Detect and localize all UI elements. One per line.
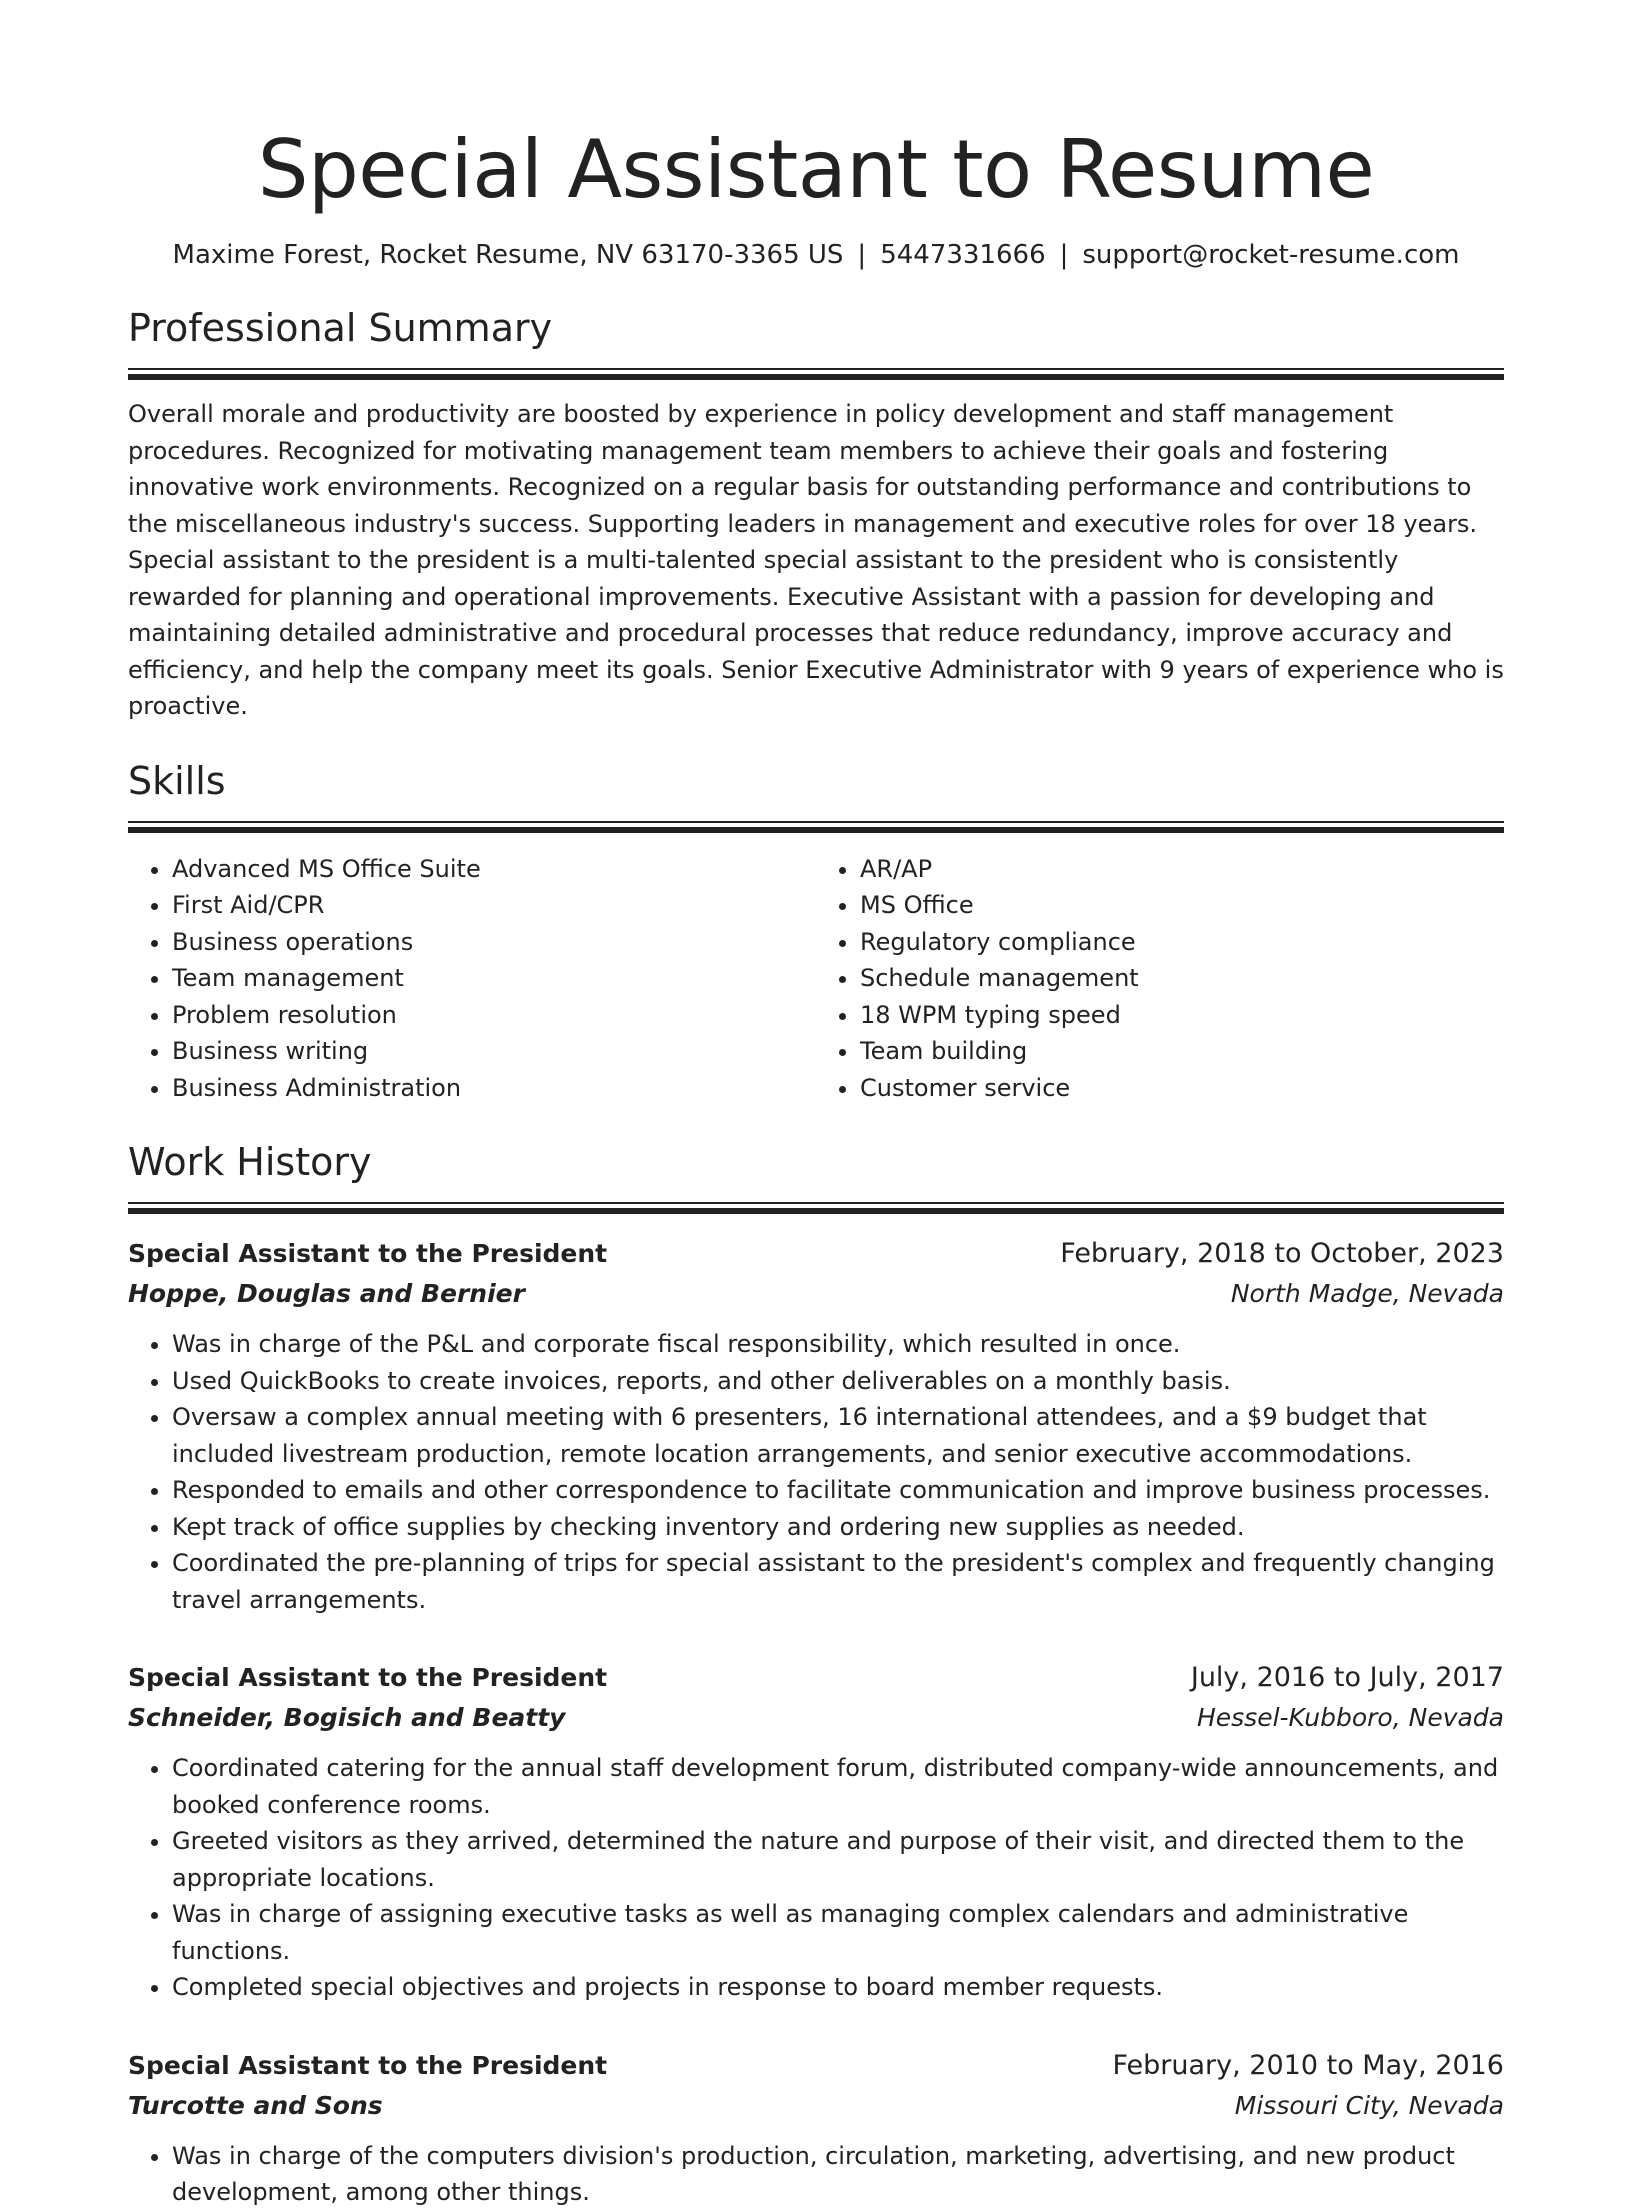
job-employer-row bbox=[128, 2086, 1504, 2126]
skill-item: • Team building bbox=[860, 1033, 1504, 1070]
job-bullet: • Was in charge of assigning executive tasks as well as managing complex calendars and administrative functions. bbox=[172, 1896, 1504, 1969]
job-company: Turcotte and Sons bbox=[128, 2090, 383, 2120]
section-title-skills: Skills bbox=[128, 758, 226, 803]
skill-item: • Schedule management bbox=[860, 960, 1504, 997]
job-bullet: • Used QuickBooks to create invoices, reports, and other deliverables on a monthly basis. bbox=[172, 1363, 1504, 1400]
contact-separator: | bbox=[857, 240, 867, 270]
job-dates: February, 2010 to May, 2016 bbox=[1112, 2049, 1504, 2081]
job-header-row bbox=[128, 1234, 1504, 1274]
contact-phone: 5447331666 bbox=[880, 240, 1046, 270]
contact-address: Maxime Forest, Rocket Resume, NV 63170-3365 US bbox=[172, 240, 844, 270]
job-bullet: • Kept track of office supplies by checking inventory and ordering new supplies as needed. bbox=[172, 1509, 1504, 1546]
job-entry bbox=[128, 2046, 1504, 2211]
work-history-section bbox=[128, 1138, 1504, 2211]
section-title-summary: Professional Summary bbox=[128, 306, 553, 350]
contact-separator: | bbox=[1059, 240, 1069, 270]
contact-email: support@rocket-resume.com bbox=[1082, 240, 1460, 270]
skill-item: • Customer service bbox=[860, 1070, 1504, 1107]
job-title: Special Assistant to the President bbox=[128, 1663, 608, 1692]
job-bullet: • Coordinated catering for the annual staff development forum, distributed company-wide announcements, and booked conference rooms. bbox=[172, 1750, 1504, 1823]
skill-item: • AR/AP bbox=[860, 851, 1504, 888]
job-bullet: • Coordinated the pre-planning of trips for special assistant to the president's complex and frequently changing travel arrangements. bbox=[172, 1545, 1504, 1618]
skills-section bbox=[128, 757, 1504, 1107]
section-title-work-history: Work History bbox=[128, 1140, 372, 1184]
job-location: Hessel-Kubboro, Nevada bbox=[1196, 1703, 1504, 1732]
skill-item: • Business Administration bbox=[172, 1070, 816, 1107]
section-divider bbox=[128, 1202, 1504, 1214]
job-entry bbox=[128, 1658, 1504, 2006]
job-company: Hoppe, Douglas and Bernier bbox=[128, 1279, 525, 1308]
skill-item: • Regulatory compliance bbox=[860, 924, 1504, 961]
job-bullet: • Was in charge of the P&L and corporate fiscal responsibility, which resulted in once. bbox=[172, 1326, 1504, 1363]
job-entry bbox=[128, 1234, 1504, 1618]
job-company: Schneider, Bogisich and Beatty bbox=[128, 1703, 566, 1732]
job-bullet: • Was in charge of the computers division's production, circulation, marketing, advertising, and new product development, among other things. bbox=[172, 2138, 1504, 2211]
summary-text: Overall morale and productivity are boosted by experience in policy development and staff management procedures. Recognized for motivating management team members to achieve their goals and fostering innovative work environments. Recognized on a regular basis for outstanding performance and contributions to the miscellaneous industry's success. Supporting leaders in management and executive roles for over 18 years. Special assistant to the president is a multi-talented special assistant to the president who is consistently rewarded for planning and operational improvements. Executive Assistant with a passion for developing and maintaining detailed administrative and procedural processes that reduce redundancy, improve accuracy and efficiency, and help the company meet its goals. Senior Executive Administrator with 9 years of experience who is proactive. bbox=[128, 400, 1504, 720]
skills-columns bbox=[128, 851, 1504, 1107]
job-bullets bbox=[128, 2138, 1504, 2211]
job-dates: February, 2018 to October, 2023 bbox=[1060, 1238, 1504, 1269]
skill-item: • 18 WPM typing speed bbox=[860, 997, 1504, 1034]
job-header-row bbox=[128, 1658, 1504, 1698]
skills-list-left bbox=[128, 851, 816, 1107]
skill-item: • Team management bbox=[172, 960, 816, 997]
job-bullet: • Completed special objectives and projects in response to board member requests. bbox=[172, 1969, 1504, 2006]
job-bullets bbox=[128, 1750, 1504, 2006]
job-employer-row bbox=[128, 1274, 1504, 1314]
resume-title: Special Assistant to Resume bbox=[257, 123, 1375, 216]
skill-item: • Problem resolution bbox=[172, 997, 816, 1034]
contact-line bbox=[128, 238, 1504, 272]
professional-summary-section bbox=[128, 304, 1504, 725]
section-divider bbox=[128, 821, 1504, 833]
job-dates: July, 2016 to July, 2017 bbox=[1190, 1662, 1504, 1693]
job-bullet: • Oversaw a complex annual meeting with 6 presenters, 16 international attendees, and a $9 budget that included livestream production, remote location arrangements, and senior executive accommodations. bbox=[172, 1399, 1504, 1472]
job-title: Special Assistant to the President bbox=[128, 2050, 608, 2080]
skill-item: • Advanced MS Office Suite bbox=[172, 851, 816, 888]
job-bullets bbox=[128, 1326, 1504, 1618]
skill-item: • Business operations bbox=[172, 924, 816, 961]
job-bullet: • Responded to emails and other correspondence to facilitate communication and improve business processes. bbox=[172, 1472, 1504, 1509]
job-location: Missouri City, Nevada bbox=[1234, 2090, 1504, 2120]
job-location: North Madge, Nevada bbox=[1230, 1279, 1504, 1308]
skill-item: • Business writing bbox=[172, 1033, 816, 1070]
skill-item: • First Aid/CPR bbox=[172, 887, 816, 924]
skills-list-right bbox=[816, 851, 1504, 1107]
job-title: Special Assistant to the President bbox=[128, 1239, 608, 1268]
job-bullet: • Greeted visitors as they arrived, determined the nature and purpose of their visit, and directed them to the appropriate locations. bbox=[172, 1823, 1504, 1896]
job-employer-row bbox=[128, 1698, 1504, 1738]
skill-item: • MS Office bbox=[860, 887, 1504, 924]
section-divider bbox=[128, 368, 1504, 380]
job-header-row bbox=[128, 2046, 1504, 2086]
